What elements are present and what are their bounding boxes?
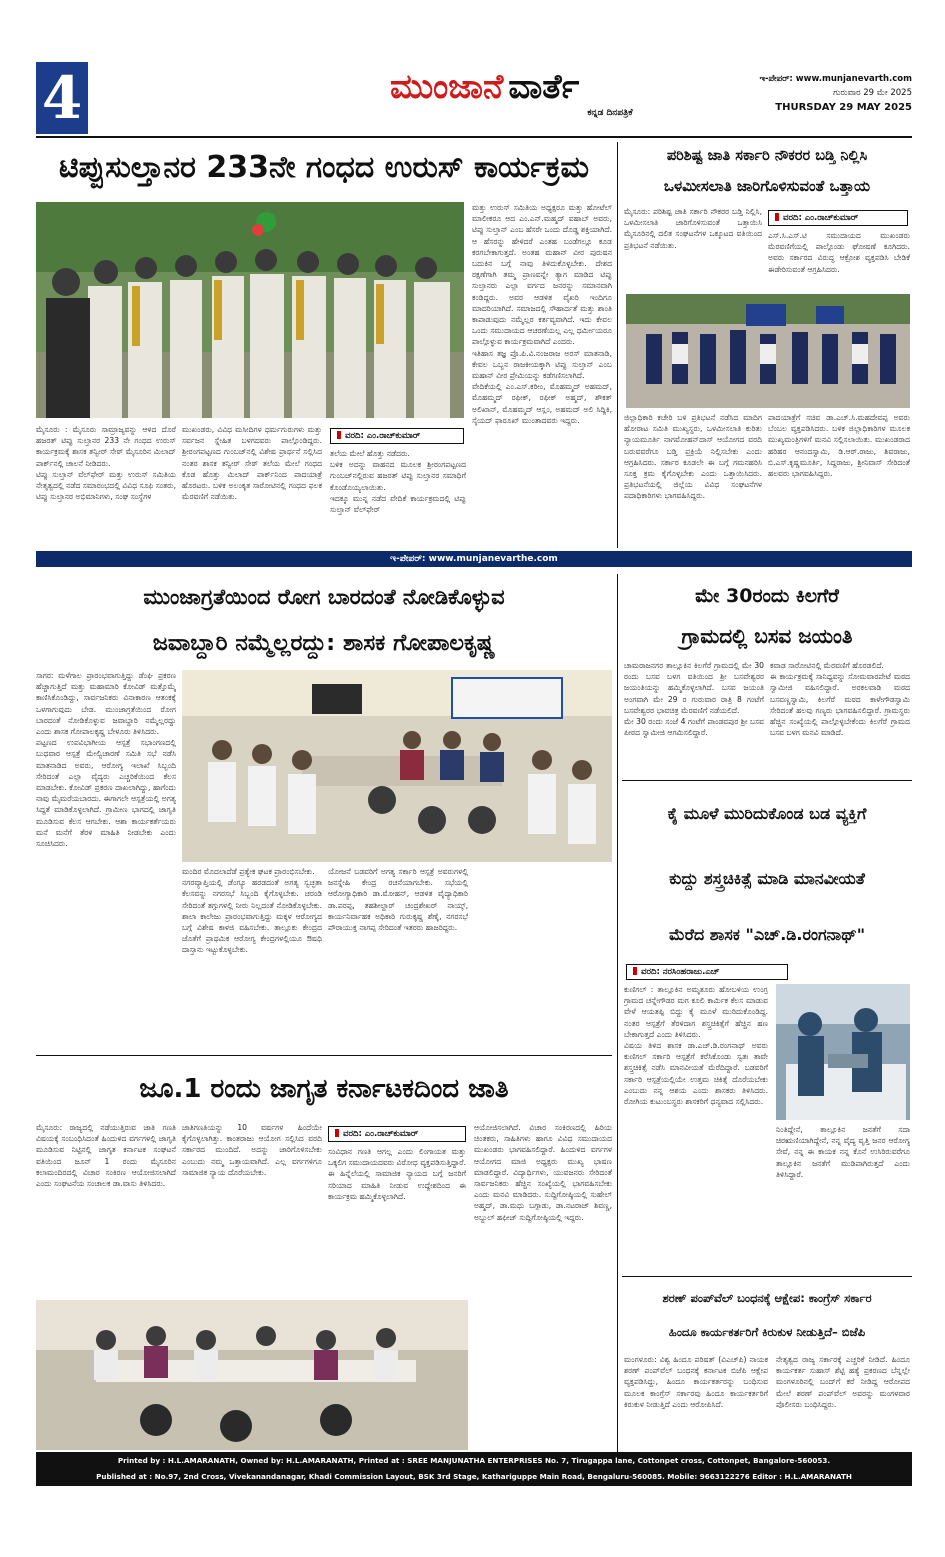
caste-byline: ವರದಿ: ಎಂ.ರಾಚ್‌ಕುಮಾರ್ — [328, 1126, 466, 1142]
promotion-lower-column-2: ಪಾದಯಾತ್ರೆಗೆ ಸಚಿವ ಡಾ.ಎಚ್.ಸಿ.ಮಹದೇವಪ್ಪ ಅವರು ಬೆಂಬಲ ವ್ಯಕ್ತಪಡಿಸಿದರು. ಬಳಿಕ ಜಿಲ್ಲಾಧಿಕಾರಿಗಳ ಮೂಲಕ ಮುಖ್ಯಮಂತ್ರಿಗಳಿಗೆ ಮನವಿ ಸಲ್ಲಿಸಲಾಯಿತು. ಮುಖಂಡರಾದ ಹರಿಹರ ಆನಂದಸ್ವಾಮಿ, ಡಿ.ಆರ್.ರಾಜು, ಶಿವರಾಜು, ಬಿ.ಎಸ್.ಕೃಷ್ಣಮೂರ್ತಿ, ಸಿದ್ದರಾಜು, ಶ್ರೀನಿವಾಸ್ ಸೇರಿದಂತೆ ಹಲವರು ಭಾಗವಹಿಸಿದ್ದರು. — [768, 413, 910, 479]
caste-column-4: ಆಯೋಜಿಸಲಾಗಿದೆ. ವಿಚಾರ ಸಂಕಿರಣದಲ್ಲಿ ಹಿರಿಯ ಚಿಂತಕರು, ಸಾಹಿತಿಗಳು ಹಾಗೂ ವಿವಿಧ ಸಮುದಾಯದ ಮುಖಂಡರು ಭಾಗವಹಿಸಲಿದ್ದಾರೆ. ಹಿಂದುಳಿದ ವರ್ಗಗಳ ಆಯೋಗದ ಮಾಜಿ ಅಧ್ಯಕ್ಷರು ಮುಖ್ಯ ಭಾಷಣ ಮಾಡಲಿದ್ದಾರೆ. ವಿದ್ಯಾರ್ಥಿಗಳು, ಯುವಜನರು ಸೇರಿದಂತೆ ಸಾರ್ವಜನಿಕರು ಹೆಚ್ಚಿನ ಸಂಖ್ಯೆಯಲ್ಲಿ ಭಾಗವಹಿಸಬೇಕು ಎಂದು ಮನವಿ ಮಾಡಿದರು. ಸುದ್ದಿಗೋಷ್ಠಿಯಲ್ಲಿ ಸುಹೇಲ್ ಅಹ್ಮದ್, ಡಾ.ಮಧು ಬಗ್ಗಾಡು, ಡಾ.ನಟರಾಜ್ ಶಿವಣ್ಣ, ಅಬ್ದುಲ್ ಹಫೀಜ್ ಸುದ್ದಿಗೋಷ್ಠಿಯಲ್ಲಿ ಇದ್ದರು. — [474, 1123, 612, 1222]
health-column-1: ಸಾಗರ: ಮಳೆಗಾಲ ಪ್ರಾರಂಭವಾಗುತ್ತಿದ್ದು ಡೆಂಘಿ ಪ್ರಕರಣ ಹೆಚ್ಚಾಗುತ್ತಿದೆ ಮತ್ತು ಮಹಾಮಾರಿ ಕೋವಿಡ್ ಮತ್ತೊಮ್ಮೆ ಕಾಣಿಸಿಕೊಂಡಿದ್ದು, ಸಾರ್ವಜನಿಕರು ವಿನಾಕಾರಣ ಆತಂಕಕ್ಕೆ ಒಳಗಾಗುವುದು ಬೇಡ. ಮುಂಜಾಗ್ರತೆಯಿಂದ ರೋಗ ಬಾರದಂತೆ ನೋಡಿಕೊಳ್ಳುವ ಜವಾಬ್ದಾರಿ ನಮ್ಮೆಲ್ಲರದ್ದು ಎಂದು ಶಾಸಕ ಗೋಪಾಲಕೃಷ್ಣ ಬೇಳೂರು ತಿಳಿಸಿದರು. ಪಟ್ಟಣದ ಉಪವಿಭಾಗೀಯ ಆಸ್ಪತ್ರೆ ಸಭಾಂಗಣದಲ್ಲಿ ಬುಧವಾರ ಆಸ್ಪತ್ರೆ ಮೇಲ್ವಿಚಾರಣೆ ಸಮಿತಿ ಸಭೆ ನಡೆಸಿ ಮಾತನಾಡಿದ ಅವರು, ಆರೋಗ್ಯ ಇಲಾಖೆ ಸಿಬ್ಬಂದಿ ಸೇರಿದಂತೆ ಎಲ್ಲಾ ವೈದ್ಯರು ಎಚ್ಚರಿಕೆಯಿಂದ ಕೆಲಸ ಮಾಡಬೇಕು. ಕೋವಿಡ್ ಪ್ರಕರಣ ದಾಖಲಾಗಿದ್ದು, ಹಾಗೆಂದು ನಾವು ಮೈಮರೆಯಬಾರದು. ಈಗಾಗಲೇ ಆಸ್ಪತ್ರೆಯಲ್ಲಿ ಅಗತ್ಯ ಸಿದ್ದತೆ ಮಾಡಿಕೊಳ್ಳಲಾಗಿದೆ. ಗ್ರಾಮೀಣ ಭಾಗದಲ್ಲಿ ಜಾಗೃತಿ ಮೂಡಿಸುವ ಕೆಲಸ ಆಗಬೇಕು. ಆಶಾ ಕಾರ್ಯಕರ್ತೆಯರು ಮನೆ ಮನೆಗೆ ತೆರಳಿ ಮಾಹಿತಿ ನೀಡಬೇಕು ಎಂದು ಸೂಚಿಸಿದರು. — [36, 671, 176, 849]
promotion-headline-2: ಒಳಮೀಸಲಾತಿ ಜಾರಿಗೊಳಿಸುವಂತೆ ಒತ್ತಾಯ — [663, 177, 871, 195]
caste-photo — [36, 1300, 468, 1450]
masthead-date-english: THURSDAY 29 MAY 2025 — [775, 102, 912, 113]
caste-column-2: ಜಾತಿಗಣತಿಯನ್ನು 10 ವರ್ಷಗಳ ಹಿಂದೆಯೇ ಕೈಗೊಳ್ಳಲಾಗಿತ್ತು. ಕಾಂತರಾಜು ಆಯೋಗ ಸಲ್ಲಿಸಿದ ವರದಿ ಸರ್ಕಾರದ ಮುಂದಿದೆ. ಅದನ್ನು ಜಾರಿಗೊಳಿಸಬೇಕು ಎಂಬುದು ನಮ್ಮ ಒತ್ತಾಯವಾಗಿದೆ. ಎಲ್ಲ ವರ್ಗಗಳಿಗೂ ಸಾಮಾಜಿಕ ನ್ಯಾಯ ದೊರೆಯಬೇಕು. — [182, 1123, 322, 1177]
basava-column-1: ಚಾಮರಾಜನಗರ ತಾಲ್ಲೂಕಿನ ಕಿಲಗೆರೆ ಗ್ರಾಮದಲ್ಲಿ ಮೇ 30 ರಂದು ಬಸವ ಬಳಗ ವತಿಯಿಂದ ಶ್ರೀ ಬಸವೇಶ್ವರರ ಜಯಂತಿಯನ್ನು ಹಮ್ಮಿಕೊಳ್ಳಲಾಗಿದೆ. ಬಸವ ಜಯಂತಿ ಅಂಗವಾಗಿ ಮೇ 29 ರ ಗುರುವಾರ ರಾತ್ರಿ 8 ಗಂಟೆಗೆ ಬಸವೇಶ್ವರರ ಭಾವಚಿತ್ರ ಮೆರವಣಿಗೆ ನಡೆಯಲಿದೆ. ಮೇ 30 ರಂದು ಸಂಜೆ 4 ಗಂಟೆಗೆ ಪಾಂಡವಪುರ ಶ್ರೀ ಬಸವ ಪೀಠದ ಸ್ವಾಮೀಜಿ ಆಗಮಿಸಲಿದ್ದಾರೆ. — [624, 661, 764, 738]
caste-column-3: ಸಂವಿಧಾನ ಗಣತಿ ಆಗಲ್ಲ ಎಂದು ಲಿಂಗಾಯತ ಮತ್ತು ಒಕ್ಕಲಿಗ ಸಮುದಾಯದವರು ವಿರೋಧ ವ್ಯಕ್ತಪಡಿಸುತ್ತಿದ್ದಾರೆ. ಈ ಹಿನ್ನೆಲೆಯಲ್ಲಿ ಸಾಮಾಜಿಕ ನ್ಯಾಯದ ಬಗ್ಗೆ ಜನರಿಗೆ ಸರಿಯಾದ ಮಾಹಿತಿ ನೀಡುವ ಉದ್ದೇಶದಿಂದ ಈ ಕಾರ್ಯಕ್ರಮ ಹಮ್ಮಿಕೊಳ್ಳಲಾಗಿದೆ. — [328, 1147, 466, 1201]
basava-headline-2: ಗ್ರಾಮದಲ್ಲಿ ಬಸವ ಜಯಂತಿ — [681, 624, 853, 648]
sharan-headline-1: ಶರಣ್ ಪಂಪ್‌ವೆಲ್ ಬಂಧನಕ್ಕೆ ಆಕ್ಷೇಪ: ಕಾಂಗ್ರೆಸ್ ಸರ್ಕಾರ — [662, 1291, 872, 1305]
basava-headline-1: ಮೇ 30ರಂದು ಕಿಲಗೆರೆ — [695, 585, 839, 607]
tipu-photo-image — [36, 202, 464, 418]
health-column-3: ಯೋಜನೆ ಬಡವರಿಗೆ ಅಗತ್ಯ ಸರ್ಕಾರಿ ಆಸ್ಪತ್ರೆ ಅವರುಗಳಲ್ಲಿ ಜನಸ್ನೇಹಿ ಕೇಂದ್ರ ರಚನೆಯಾಗಬೇಕು. ಸಭೆಯಲ್ಲಿ ಆರೋಗ್ಯಾಧಿಕಾರಿ ಡಾ.ಮೋಹನ್, ಆಡಳಿತ ವೈದ್ಯಾಧಿಕಾರಿ ಡಾ.ಪರಪ್ಪ, ತಹಶೀಲ್ದಾರ್ ಚಂದ್ರಶೇಖರ್ ನಾಯ್ಕ್, ಕಾರ್ಯನಿರ್ವಾಹಕ ಅಧಿಕಾರಿ ಗುರುಕೃಷ್ಣ ಶೆಣೈ, ನಗರಸಭೆ ಪೌರಾಯುಕ್ತ ನಾಗಪ್ಪ ಸೇರಿದಂತೆ ಇತರರು ಹಾಜರಿದ್ದರು. — [328, 867, 468, 933]
column-divider-lower — [617, 574, 618, 1484]
masthead-title-varthe: ವಾರ್ತೆ — [508, 67, 580, 107]
surgery-column-2: ನಿಂತಿದ್ದೇನೆ, ತಾಲ್ಲೂಕಿನ ಜನತೆಗೆ ಸದಾ ಚಿರಋಣಿಯಾಗಿದ್ದೇನೆ, ನನ್ನ ವೈದ್ಯ ವೃತ್ತಿ ಜನರ ಆರೋಗ್ಯ ಸೇವೆ, ನನ್ನ ಈ ಕಾಯಕ ನನ್ನ ಕೊನೆ ಉಸಿರಿರುವರೆಗೂ ತಾಲ್ಲೂಕಿನ ಜನತೆಗೆ ಮುಡಿಪಾಗಿರುತ್ತದೆ ಎಂದು ತಿಳಿಸಿದ್ದಾರೆ. — [776, 1125, 910, 1179]
sharan-headline-2: ಹಿಂದೂ ಕಾರ್ಯಕರ್ತರಿಗೆ ಕಿರುಕುಳ ನೀಡುತ್ತಿದೆ– ಬಿಜೆಪಿ — [668, 1325, 866, 1339]
surgery-photo — [776, 984, 910, 1120]
tipu-right-column: ಮತ್ತು ಉರುಸ್ ಸಮಿತಿಯ ಅಧ್ಯಕ್ಷರೂ ಮತ್ತು ಹೋಟೆಲ್ ಮಾಲೀಕರೂ ಆದ ಎಂ.ಎನ್.ಮಹ್ಮದ್ ವಹಾಬ್ ಅವರು, ಟಿಪ್ಪು ಸುಲ್ತಾನ್ ಎಂಬ ಹೆಸರೇ ಒಂದು ದೊಡ್ಡ ಶಕ್ತಿಯಾಗಿದೆ. ಆ ಹೆಸರನ್ನು ಹೇಳಿದರೆ ಎಂತಹ ಬಂಡೆಗಲ್ಲೂ ಕೂಡ ಕರಗಬೇಕಾಗುತ್ತದೆ. ಅಂತಹ ಮಹಾನ್ ವೀರ ಪುರುಷನ ಬದುಕಿನ ಬಗ್ಗೆ ನಾವು ತಿಳಿದುಕೊಳ್ಳಬೇಕು. ದೇಶದ ರಕ್ಷಣೆಗಾಗಿ ತಮ್ಮ ಪ್ರಾಣವನ್ನೇ ತ್ಯಾಗ ಮಾಡಿದ ಟಿಪ್ಪು ಸುಲ್ತಾನರು ಎಲ್ಲಾ ವರ್ಗದ ಜನರನ್ನು ಸಮಾನವಾಗಿ ಕಂಡಿದ್ದರು. ಅವರ ಆಡಳಿತ ವೈಖರಿ ಇಂದಿಗೂ ಮಾದರಿಯಾಗಿದೆ. ಸಮಾಜದಲ್ಲಿ ಸೌಹಾರ್ದತೆ ಮತ್ತು ಶಾಂತಿ ಕಾಪಾಡುವುದು ನಮ್ಮೆಲ್ಲರ ಕರ್ತವ್ಯವಾಗಿದೆ. ಇದು ಕೇವಲ ಒಂದು ಸಮುದಾಯದ ಆಚರಣೆಯಲ್ಲ ಎಲ್ಲ ಧರ್ಮೀಯರೂ ಪಾಲ್ಗೊಳ್ಳುವ ಕಾರ್ಯಕ್ರಮವಾಗಿದೆ ಎಂದರು. ಇತಿಹಾಸ ತಜ್ಞ ಪ್ರೊ.ಪಿ.ವಿ.ನಂಜರಾಜ ಅರಸ್ ಮಾತನಾಡಿ, ಕೇವಲ ಒಬ್ಬನ ರಾಜಕೀಯಕ್ಕಾಗಿ ಟಿಪ್ಪು ಸುಲ್ತಾನ್ ಎಂಬ ಮಹಾನ್ ವೀರ ಪ್ರೇಮಿಯನ್ನು ಕಡೆಗಣಿಸಲಾಗಿದೆ. ವೇದಿಕೆಯಲ್ಲಿ ಎಂ.ಎಸ್.ಕರೀಂ, ಮೊಹಮ್ಮದ್ ಅಹಮದ್, ಮೊಹಮ್ಮದ್ ರಫೀಕ್, ರಫೀಕ್ ಅಹ್ಮದ್, ಶೌಕತ್ ಅಲಿಖಾನ್, ಮೊಹಮ್ಮದ್ ಆಸ್ಲಂ, ಅಹಮದ್ ಅಲಿ ಸಿದ್ದಿಕಿ, ಸೈಯದ್ ಫಾರೂಖ್ ಮುಂತಾದವರು ಇದ್ದರು. — [472, 203, 612, 425]
health-column-2: ಮಂದಿರ ಮೊದಲಾದೆಡೆ ಪ್ರತ್ಯೇಕ ಘಟಕ ಪ್ರಾರಂಭಿಸಬೇಕು. ನಗರವ್ಯಾಪ್ತಿಯಲ್ಲಿ ಡೆಂಗ್ಯೂ ಹರಡದಂತೆ ಅಗತ್ಯ ಸ್ವಚ್ಛತಾ ಕೆಲಸವನ್ನು ನಗರಸಭೆ ಸಿಬ್ಬಂದಿ ಕೈಗೊಳ್ಳಬೇಕು. ಚರಂಡಿ ಸೇರಿದಂತೆ ತಗ್ಗುಗಳಲ್ಲಿ ನೀರು ನಿಲ್ಲದಂತೆ ನೋಡಿಕೊಳ್ಳಬೇಕು. ಶಾಲಾ ಕಾಲೇಜು ಪ್ರಾರಂಭವಾಗುತ್ತಿದ್ದು ಮಕ್ಕಳ ಆರೋಗ್ಯದ ಬಗ್ಗೆ ವಿಶೇಷ ಕಾಳಜಿ ವಹಿಸಬೇಕು. ತಾಲ್ಲೂಕು ಕೇಂದ್ರದ ಜೊತೆಗೆ ಪ್ರಾಥಮಿಕ ಆರೋಗ್ಯ ಕೇಂದ್ರಗಳಲ್ಲಿಯೂ ಔಷಧಿ ದಾಸ್ತಾನು ಇಟ್ಟುಕೊಳ್ಳಬೇಕು. — [182, 867, 322, 955]
promotion-headline-1: ಪರಿಶಿಷ್ಟ ಜಾತಿ ಸರ್ಕಾರಿ ನೌಕರರ ಬಡ್ತಿ ನಿಲ್ಲಿಸಿ — [666, 148, 868, 164]
promotion-column-1: ಮೈಸೂರು: ಪರಿಶಿಷ್ಟ ಜಾತಿ ಸರ್ಕಾರಿ ನೌಕರರ ಬಡ್ತಿ ನಿಲ್ಲಿಸಿ, ಒಳಮೀಸಲಾತಿ ಜಾರಿಗೊಳಿಸುವಂತೆ ಒತ್ತಾಯಿಸಿ ಮೈಸೂರಿನಲ್ಲಿ ದಲಿತ ಸಂಘಟನೆಗಳ ಒಕ್ಕೂಟದ ವತಿಯಿಂದ ಪ್ರತಿಭಟನೆ ನಡೆಯಿತು. — [624, 207, 762, 250]
health-photo-image — [182, 670, 612, 862]
footer-published-at: Published at : No.97, 2nd Cross, Vivekanandanagar, Khadi Commission Layout, BSK 3rd Stage, Kathariguppe Main Road, Bengaluru-560085. Mobile: 9663122276 Editor : H.L.AMARANATH — [96, 1472, 852, 1481]
caste-top-rule — [36, 1055, 612, 1056]
surgery-headline-3: ಮೆರೆದ ಶಾಸಕ "ಎಚ್.ಡಿ.ರಂಗನಾಥ್" — [668, 925, 866, 944]
masthead-title-munjane: ಮುಂಜಾನೆ — [390, 67, 504, 107]
promotion-byline: ವರದಿ: ಎಂ.ರಾಚ್‌ಕುಮಾರ್ — [768, 210, 908, 226]
surgery-byline: ವರದಿ: ನರಸಿಂಹರಾಜು.ಎಚ್ — [626, 964, 788, 980]
epaper-banner-text[interactable]: ಇ-ಪೇಪರ್: www.munjanevarthe.com — [390, 554, 558, 564]
health-column-4 — [474, 866, 612, 1052]
surgery-photo-image — [776, 984, 910, 1120]
health-photo — [182, 670, 612, 862]
masthead-subtitle: ಕನ್ನಡ ದಿನಪತ್ರಿಕೆ — [587, 108, 633, 118]
surgery-column-1: ಕುಣಿಗಲ್ : ತಾಲ್ಲೂಕಿನ ಅಮೃತೂರು ಹೋಬಳಿಯ ಉಂಗ್ರ ಗ್ರಾಮದ ಚನ್ನೇಗೌಡರ ಮಗ ಕೂಲಿ ಕಾರ್ಮಿಕ ಕೆಲಸ ಮಾಡುವ ವೇಳೆ ಆಯತಪ್ಪಿ ಬಿದ್ದು ಕೈ ಮೂಳೆ ಮುರಿದುಕೊಂಡಿದ್ದ. ನಂತರ ಆಸ್ಪತ್ರೆಗೆ ತೆರಳಿದಾಗ ಶಸ್ತ್ರಚಿಕಿತ್ಸೆಗೆ ಹೆಚ್ಚಿನ ಹಣ ಬೇಕಾಗುತ್ತದೆ ಎಂದು ತಿಳಿಸಿದರು. ವಿಷಯ ತಿಳಿದ ಶಾಸಕ ಡಾ.ಎಚ್.ಡಿ.ರಂಗನಾಥ್ ಅವರು ಕುಣಿಗಲ್ ಸರ್ಕಾರಿ ಆಸ್ಪತ್ರೆಗೆ ಕರೆಸಿಕೊಂಡು ಸ್ವತಃ ತಾವೇ ಶಸ್ತ್ರಚಿಕಿತ್ಸೆ ನಡೆಸಿ ಮಾನವೀಯತೆ ಮೆರೆದಿದ್ದಾರೆ. ಬಡವರಿಗೆ ಸರ್ಕಾರಿ ಆಸ್ಪತ್ರೆಯಲ್ಲಿಯೇ ಉತ್ತಮ ಚಿಕಿತ್ಸೆ ದೊರೆಯಬೇಕು ಎಂಬುದು ನನ್ನ ಆಶಯ ಎಂದು ಶಾಸಕರು ತಿಳಿಸಿದರು. ರೋಗಿಯ ಕುಟುಂಬಸ್ಥರು ಶಾಸಕರಿಗೆ ಧನ್ಯವಾದ ಸಲ್ಲಿಸಿದರು. — [624, 985, 768, 1107]
page-number: 4 — [41, 64, 83, 132]
promotion-photo — [626, 294, 910, 408]
tipu-column-3: ತಲೆಯ ಮೇಲೆ ಹೊತ್ತು ನಡೆದರು. ಬಳಿಕ ಅದನ್ನು ವಾಹನದ ಮೂಲಕ ಶ್ರೀರಂಗಪಟ್ಟಣದ ಗುಂಬಜ್‌ನಲ್ಲಿರುವ ಹಜರತ್ ಟಿಪ್ಪು ಸುಲ್ತಾನರ ಸಮಾಧಿಗೆ ಕೊಂಡೊಯ್ಯಲಾಯಿತು. ಇದಕ್ಕೂ ಮುನ್ನ ನಡೆದ ವೇದಿಕೆ ಕಾರ್ಯಕ್ರಮದಲ್ಲಿ ಟಿಪ್ಪು ಸುಲ್ತಾನ್ ವೆಲ್‌ಫೇರ್ — [330, 449, 466, 515]
masthead-date-kannada: ಗುರುವಾರ 29 ಮೇ 2025 — [833, 88, 912, 98]
basava-rule — [622, 780, 912, 781]
caste-headline: ಜೂ.1 ರಂದು ಜಾಗೃತ ಕರ್ನಾಟಕದಿಂದ ಜಾತಿ — [139, 1074, 509, 1104]
health-headline-2: ಜವಾಬ್ದಾರಿ ನಮ್ಮೆಲ್ಲರದ್ದು: ಶಾಸಕ ಗೋಪಾಲಕೃಷ್ಣ — [152, 630, 496, 656]
promotion-photo-image — [626, 294, 910, 408]
caste-photo-image — [36, 1300, 468, 1450]
health-headline-1: ಮುಂಜಾಗ್ರತೆಯಿಂದ ರೋಗ ಬಾರದಂತೆ ನೋಡಿಕೊಳ್ಳುವ — [143, 585, 505, 609]
column-divider — [617, 142, 618, 548]
tipu-photo — [36, 202, 464, 418]
promotion-lower-column-1: ಜಿಲ್ಲಾಧಿಕಾರಿ ಕಚೇರಿ ಬಳಿ ಪ್ರತಿಭಟನೆ ನಡೆಸಿದ ಮಾದಿಗ ಹೋರಾಟ ಸಮಿತಿ ಮುಖ್ಯಸ್ಥರು, ಒಳಮೀಸಲಾತಿ ಕುರಿತು ನ್ಯಾಯಮೂರ್ತಿ ನಾಗಮೋಹನ್‌ದಾಸ್ ಆಯೋಗದ ವರದಿ ಬರುವವರೆಗೂ ಬಡ್ತಿ ಪ್ರಕ್ರಿಯೆ ನಿಲ್ಲಿಸಬೇಕು ಎಂದು ಆಗ್ರಹಿಸಿದರು. ಸರ್ಕಾರ ಕೂಡಲೇ ಈ ಬಗ್ಗೆ ಗಮನಹರಿಸಿ ಸೂಕ್ತ ಕ್ರಮ ಕೈಗೊಳ್ಳಬೇಕು ಎಂದು ಒತ್ತಾಯಿಸಿದರು. ಪ್ರತಿಭಟನೆಯಲ್ಲಿ ಜಿಲ್ಲೆಯ ವಿವಿಧ ಸಂಘಟನೆಗಳ ಪದಾಧಿಕಾರಿಗಳು ಭಾಗವಹಿಸಿದ್ದರು. — [624, 413, 762, 501]
masthead-epaper-link[interactable]: ಇ-ಪೇಪರ್: www.munjanevarth.com — [759, 74, 912, 84]
tipu-headline: ಟಿಪ್ಪುಸುಲ್ತಾನರ 233ನೇ ಗಂಧದ ಉರುಸ್ ಕಾರ್ಯಕ್ರಮ — [58, 150, 589, 185]
sharan-column-2: ನೇತೃತ್ವದ ರಾಜ್ಯ ಸರ್ಕಾರಕ್ಕೆ ಎಚ್ಚರಿಕೆ ನೀಡಿದೆ. ಹಿಂದೂ ಕಾರ್ಯಕರ್ತ ಸುಹಾಸ್ ಶೆಟ್ಟಿ ಹತ್ಯೆ ಪ್ರಕರಣದ ಬೆನ್ನಲ್ಲೇ ಮಂಗಳೂರಿನಲ್ಲಿ ಬಂದ್‌ಗೆ ಕರೆ ನೀಡಿದ್ದ ಆರೋಪದ ಮೇಲೆ ಶರಣ್ ಪಂಪ್‌ವೆಲ್ ಅವರನ್ನು ಮಂಗಳವಾರ ಪೊಲೀಸರು ಬಂಧಿಸಿದ್ದರು. — [776, 1355, 910, 1409]
masthead-rule — [36, 136, 912, 138]
surgery-rule — [622, 1276, 912, 1277]
promotion-column-2: ಎಸ್.ಸಿ.ಎಸ್.ಟಿ ಸಮುದಾಯದ ಮುಖಂಡರು ಮೆರವಣಿಗೆಯಲ್ಲಿ ಪಾಲ್ಗೊಂಡು ಘೋಷಣೆ ಕೂಗಿದರು. ಅವರು ಸರ್ಕಾರದ ವಿರುದ್ಧ ಆಕ್ರೋಶ ವ್ಯಕ್ತಪಡಿಸಿ ಬೇಡಿಕೆ ಈಡೇರಿಸುವಂತೆ ಆಗ್ರಹಿಸಿದರು. — [768, 231, 910, 274]
sharan-column-1: ಮಂಗಳೂರು: ವಿಶ್ವ ಹಿಂದೂ ಪರಿಷತ್ (ವಿಎಚ್‌ಪಿ) ನಾಯಕ ಶರಣ್ ಪಂಪ್‌ವೆಲ್ ಬಂಧನಕ್ಕೆ ಕರ್ನಾಟಕ ಬಿಜೆಪಿ ಆಕ್ಷೇಪ ವ್ಯಕ್ತಪಡಿಸಿದ್ದು, ಹಿಂದೂ ಕಾರ್ಯಕರ್ತರನ್ನು ಬಂಧಿಸುವ ಮೂಲಕ ಕಾಂಗ್ರೆಸ್ ಸರ್ಕಾರವು ಹಿಂದೂ ಕಾರ್ಯಕರ್ತರಿಗೆ ಕಿರುಕುಳ ನೀಡುತ್ತಿದೆ ಎಂದು ಆರೋಪಿಸಿದೆ. — [624, 1355, 768, 1409]
footer-printed-by: Printed by : H.L.AMARANATH, Owned by: H.L.AMARANATH, Printed at : SREE MANJUNATHA ENTERPRISES No. 7, Tirugappa lane, Cottonpet cross, Cottonpet, Bangalore-560053. — [117, 1456, 831, 1465]
surgery-headline-2: ಕುದ್ದು ಶಸ್ತ್ರಚಿಕಿತ್ಸೆ ಮಾಡಿ ಮಾನವೀಯತೆ — [669, 869, 865, 888]
footer-imprint — [36, 1452, 912, 1486]
basava-column-2: ಕವಾಡ ಸಾರೋಟಿನಲ್ಲಿ ಮೆರವಣಿಗೆ ಹೊರಡಲಿದೆ. ಈ ಕಾರ್ಯಕ್ರಮಕ್ಕೆ ಸಾನಿಧ್ಯವನ್ನು ಸೋಮವಾರಪೇಟೆ ಮಠದ ಸ್ವಾಮೀಜಿ ವಹಿಸಲಿದ್ದಾರೆ. ಅರಕಲವಾಡಿ ಮಠದ ಬಸವಣ್ಣಸ್ವಾಮಿ, ಕಿಲಗೆರೆ ಮಠದ ಕಾಳೇಗೌಡಸ್ವಾಮಿ ಸೇರಿದಂತೆ ಹಲವು ಗಣ್ಯರು ಭಾಗವಹಿಸಲಿದ್ದಾರೆ. ಗ್ರಾಮಸ್ಥರು ಹೆಚ್ಚಿನ ಸಂಖ್ಯೆಯಲ್ಲಿ ಪಾಲ್ಗೊಳ್ಳಬೇಕೆಂದು ಕಿಲಗೆರೆ ಗ್ರಾಮದ ಬಸವ ಬಳಗ ಮನವಿ ಮಾಡಿದೆ. — [770, 661, 910, 738]
tipu-column-1: ಮೈಸೂರು : ಮೈಸೂರು ಸಾಮ್ರಾಜ್ಯವನ್ನು ಆಳಿದ ದೊರೆ ಹಜರತ್ ಟಿಪ್ಪು ಸುಲ್ತಾನರ 233 ನೇ ಗಂಧದ ಉರುಸ್ ಕಾರ್ಯಕ್ರಮಕ್ಕೆ ಶಾಸಕ ತನ್ವೀರ್ ಸೇಠ್ ಮೈಸೂರಿನ ಮಿಲಾದ್ ಪಾರ್ಕ್‌ನಲ್ಲಿ ಚಾಲನೆ ನೀಡಿದರು. ಟಿಪ್ಪು ಸುಲ್ತಾನ್ ವೆಲ್‌ಫೇರ್ ಮತ್ತು ಉರುಸ್ ಸಮಿತಿಯ ನೇತೃತ್ವದಲ್ಲಿ ನಡೆದ ಸಮಾರಂಭದಲ್ಲಿ ವಿವಿಧ ಸೂಫಿ ಸಂತರು, ಟಿಪ್ಪು ಸುಲ್ತಾನರ ಅಭಿಮಾನಿಗಳು, ಸಂಘ ಸಂಸ್ಥೆಗಳ — [36, 425, 176, 502]
tipu-column-2: ಮುಖಂಡರು, ವಿವಿಧ ಮಸೀದಿಗಳ ಧರ್ಮಗುರುಗಳು ಮತ್ತು ಸರ್ವಜನ ಸ್ನೇಹಿತ ಬಳಗದವರು ಪಾಲ್ಗೊಂಡಿದ್ದರು. ಶ್ರೀರಂಗಪಟ್ಟಣದ ಗುಂಬಜ್‌ನಲ್ಲಿ ವಿಶೇಷ ಪ್ರಾರ್ಥನೆ ಸಲ್ಲಿಸಿದ ನಂತರ ಶಾಸಕ ತನ್ವೀರ್ ಸೇಠ್ ತಲೆಯ ಮೇಲೆ ಗಂಧದ ಕೊಡ ಹೊತ್ತು ಮಿಲಾದ್ ಪಾರ್ಕ್‌ನಿಂದ ಪಾದಯಾತ್ರೆ ಹೊರಟರು. ಬಳಿಕ ಅಲಂಕೃತ ಸಾರೋಟಿನಲ್ಲಿ ಗಂಧದ ಫಲಕ ಮೆರವಣಿಗೆ ನಡೆಯಿತು. — [182, 425, 322, 502]
caste-column-1: ಮೈಸೂರು: ರಾಜ್ಯದಲ್ಲಿ ನಡೆಯುತ್ತಿರುವ ಜಾತಿ ಗಣತಿ ವಿಷಯಕ್ಕೆ ಸಂಬಂಧಿಸಿದಂತೆ ಹಿಂದುಳಿದ ವರ್ಗಗಳಲ್ಲಿ ಜಾಗೃತಿ ಮೂಡಿಸುವ ನಿಟ್ಟಿನಲ್ಲಿ ಜಾಗೃತ ಕರ್ನಾಟಕ ಸಂಘಟನೆ ವತಿಯಿಂದ ಜೂನ್ 1 ರಂದು ಮೈಸೂರಿನ ಕಲಾಮಂದಿರದಲ್ಲಿ ವಿಚಾರ ಸಂಕಿರಣ ಆಯೋಜಿಸಲಾಗಿದೆ ಎಂದು ಸಂಘಟನೆಯ ಸಂಚಾಲಕ ಡಾ.ವಾಸು ತಿಳಿಸಿದರು. — [36, 1123, 176, 1189]
tipu-byline: ವರದಿ: ಎಂ.ರಾಚ್‌ಕುಮಾರ್ — [330, 428, 464, 444]
surgery-headline-1: ಕೈ ಮೂಳೆ ಮುರಿದುಕೊಂಡ ಬಡ ವ್ಯಕ್ತಿಗೆ — [667, 804, 867, 823]
masthead-title — [390, 64, 680, 110]
page-number-box — [36, 62, 88, 134]
epaper-banner — [36, 551, 912, 567]
